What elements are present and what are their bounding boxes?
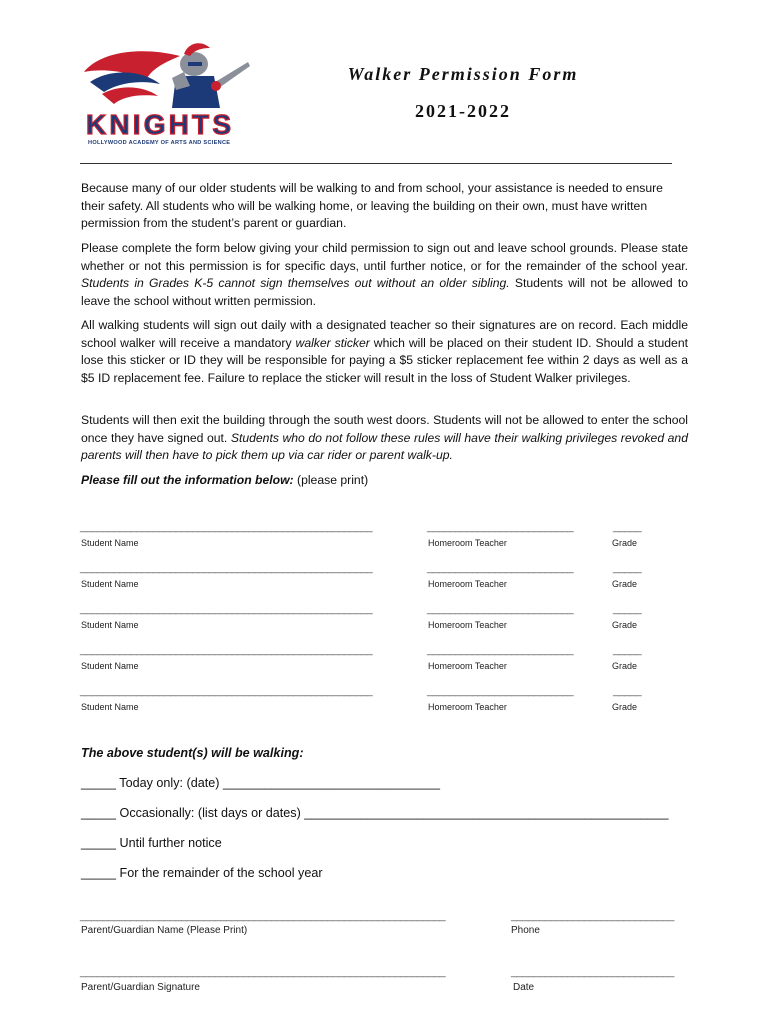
intro-paragraph-1: [81, 180, 688, 233]
option-until-further-notice[interactable]: _____ Until further notice: [81, 836, 222, 850]
grade-field[interactable]: _____: [613, 603, 642, 615]
homeroom-teacher-label: Homeroom Teacher: [428, 661, 507, 671]
grade-label: Grade: [612, 620, 638, 630]
homeroom-teacher-label: Homeroom Teacher: [428, 538, 507, 548]
cape-shape-3: [102, 87, 158, 104]
student-name-label: Student Name: [81, 661, 139, 671]
intro-text-4a: Students will then exit the building through the south west doors. Students will not be allowed to enter the school once they have signed out.: [81, 413, 688, 445]
homeroom-teacher-field[interactable]: __________________________: [427, 562, 574, 574]
knights-logo: [80, 38, 252, 150]
visor-shape: [188, 62, 202, 66]
intro-paragraph-2: [81, 240, 688, 310]
grade-field[interactable]: _____: [613, 685, 642, 697]
intro-text-1: Because many of our older students will be walking to and from school, your assistance is needed to ensure their safety. All students who will be walking home, or leaving the building on their own, must have written permission from the student’s parent or guardian.: [81, 181, 663, 230]
grade-field[interactable]: _____: [613, 562, 642, 574]
intro-text-3b: which will be placed on their student ID. Should a student lose this sticker or ID they will be responsible for paying a $5 sticker replacement fee within 2 days as well as a $5 ID replacement fee. Failure to replace the sticker will result in the loss of Student Walker privileges.: [81, 335, 688, 385]
student-name-label: Student Name: [81, 702, 139, 712]
guardian-name-field[interactable]: _________________________________________________________________: [80, 910, 446, 922]
option-remainder-of-year[interactable]: _____ For the remainder of the school year: [81, 866, 323, 880]
guardian-name-label: Parent/Guardian Name (Please Print): [81, 925, 248, 936]
intro-text-2-em: Students in Grades K-5 cannot sign themselves out without an older sibling.: [81, 276, 510, 290]
student-name-field[interactable]: ____________________________________________________: [80, 644, 373, 656]
option-today-only[interactable]: _____ Today only: (date) _______________________________: [81, 776, 441, 790]
intro-text-2a: Please complete the form below giving your child permission to sign out and leave school grounds. Please state whether or not this permission is for specific days, until further notice, or for the remainder of the school year.: [81, 241, 688, 273]
homeroom-teacher-field[interactable]: __________________________: [427, 644, 574, 656]
homeroom-teacher-field[interactable]: __________________________: [427, 685, 574, 697]
intro-text-4-em: Students who do not follow these rules will have their walking privileges revoked and parents will then have to pick them up via car rider or parent walk-up.: [81, 430, 688, 462]
logo-wordmark: KNIGHTS: [86, 109, 232, 140]
grade-field[interactable]: _____: [613, 644, 642, 656]
date-field[interactable]: _____________________________: [511, 966, 674, 978]
student-name-label: Student Name: [81, 579, 139, 589]
intro-text-3a: All walking students will sign out daily with a designated teacher so their signatures are on record. Each middle school walker will receive a mandatory: [81, 318, 688, 350]
grade-field[interactable]: _____: [613, 521, 642, 533]
fist-shape: [211, 81, 221, 91]
homeroom-teacher-label: Homeroom Teacher: [428, 702, 507, 712]
header-divider: [80, 163, 672, 164]
guardian-signature-field[interactable]: _________________________________________________________________: [80, 966, 446, 978]
fill-instruction: [81, 472, 688, 490]
homeroom-teacher-field[interactable]: __________________________: [427, 521, 574, 533]
homeroom-teacher-label: Homeroom Teacher: [428, 620, 507, 630]
intro-text-3-em: walker sticker: [295, 335, 370, 350]
homeroom-teacher-label: Homeroom Teacher: [428, 579, 507, 589]
grade-label: Grade: [612, 661, 638, 671]
option-occasionally[interactable]: _____ Occasionally: (list days or dates) ____________________________________________________: [81, 806, 669, 820]
fill-instruction-bold: Please fill out the information below:: [81, 473, 294, 487]
student-name-field[interactable]: ____________________________________________________: [80, 562, 373, 574]
grade-label: Grade: [612, 579, 638, 589]
guardian-signature-label: Parent/Guardian Signature: [81, 982, 200, 993]
phone-label: Phone: [511, 925, 540, 936]
intro-paragraph-4: [81, 412, 688, 465]
date-label: Date: [513, 982, 535, 993]
grade-label: Grade: [612, 702, 638, 712]
fill-instruction-normal: (please print): [293, 473, 369, 487]
logo-subtitle: HOLLYWOOD ACADEMY OF ARTS AND SCIENCE: [88, 140, 230, 146]
school-year: 2021-2022: [415, 101, 511, 121]
phone-field[interactable]: _____________________________: [511, 910, 674, 922]
grade-label: Grade: [612, 538, 638, 548]
student-name-label: Student Name: [81, 620, 139, 630]
intro-text-2b: Students will not be allowed to leave the school without written permission.: [81, 276, 689, 308]
student-name-field[interactable]: ____________________________________________________: [80, 603, 373, 615]
intro-paragraph-3: [81, 317, 688, 387]
student-name-field[interactable]: ____________________________________________________: [80, 521, 373, 533]
form-title: Walker Permission Form: [347, 64, 579, 84]
walking-heading: The above student(s) will be walking:: [81, 746, 304, 760]
homeroom-teacher-field[interactable]: __________________________: [427, 603, 574, 615]
student-name-field[interactable]: ____________________________________________________: [80, 685, 373, 697]
student-name-label: Student Name: [81, 538, 139, 548]
